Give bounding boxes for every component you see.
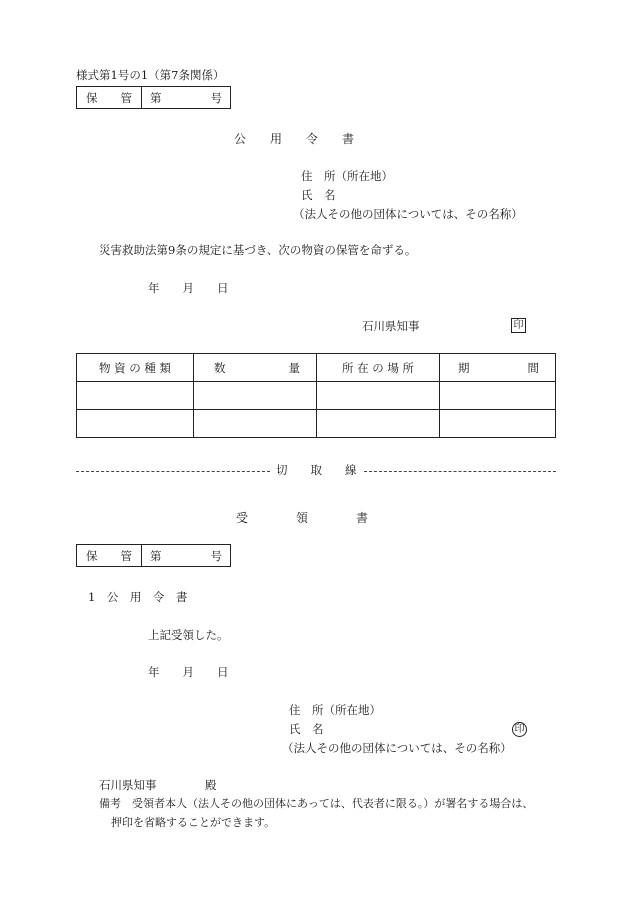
cut-line-left	[76, 471, 270, 472]
table-cell	[317, 410, 440, 438]
order-address-label: 住 所（所在地）	[301, 169, 393, 183]
table-cell	[194, 410, 317, 438]
receipt-number-suffix: 号	[210, 548, 222, 563]
storage-number-box	[76, 86, 231, 109]
table-cell	[194, 382, 317, 410]
order-name-label: 氏 名	[301, 188, 336, 202]
order-title: 公 用 令 書	[234, 132, 355, 146]
receipt-addressee: 石川県知事	[99, 778, 157, 792]
remark-line-1: 備考 受領者本人（法人その他の団体にあっては、代表者に限る。）が署名する場合は、	[99, 797, 534, 810]
table-cell	[77, 382, 194, 410]
receipt-storage-label: 保 管	[77, 545, 142, 567]
cut-line-right	[364, 471, 556, 472]
table-cell	[440, 382, 556, 410]
form-number: 様式第1号の1（第7条関係）	[76, 68, 225, 82]
storage-label: 保 管	[77, 87, 142, 109]
receipt-name-label: 氏 名	[289, 722, 324, 736]
cut-line-label: 切 取 線	[276, 463, 357, 477]
receipt-address-label: 住 所（所在地）	[289, 703, 381, 717]
table-cell	[77, 410, 194, 438]
goods-table	[76, 353, 556, 438]
order-org-note: （法人その他の団体については、その名称）	[293, 207, 523, 221]
order-body-text: 災害救助法第9条の規定に基づき、次の物資の保管を命ずる。	[99, 243, 417, 257]
table-row	[77, 382, 556, 410]
table-cell	[317, 382, 440, 410]
receipt-org-note: （法人その他の団体については、その名称）	[282, 741, 512, 755]
storage-number-cell	[142, 87, 231, 109]
receipt-received-text: 上記受領した。	[148, 628, 229, 642]
issuer-seal-icon: 印	[511, 318, 526, 333]
receipt-honorific: 殿	[205, 778, 217, 792]
header-goods-type: 物 資 の 種 類	[77, 354, 194, 382]
receiver-seal-icon: 印	[512, 722, 527, 737]
header-location: 所 在 の 場 所	[317, 354, 440, 382]
header-period: 期 間	[440, 354, 556, 382]
number-suffix: 号	[210, 90, 222, 105]
header-quantity: 数 量	[194, 354, 317, 382]
order-date-line: 年 月 日	[148, 281, 229, 295]
remark-line-2: 押印を省略することができます。	[111, 816, 276, 829]
number-prefix: 第	[150, 90, 162, 105]
goods-table-header	[77, 354, 556, 382]
receipt-storage-number-cell	[142, 545, 231, 567]
receipt-number-prefix: 第	[150, 548, 162, 563]
table-cell	[440, 410, 556, 438]
receipt-title: 受 領 書	[236, 511, 369, 525]
table-row	[77, 410, 556, 438]
receipt-date-line: 年 月 日	[148, 665, 229, 679]
receipt-item-line: 1 公 用 令 書	[88, 590, 188, 604]
receipt-storage-number-box	[76, 544, 231, 567]
order-issuer: 石川県知事	[362, 319, 420, 333]
